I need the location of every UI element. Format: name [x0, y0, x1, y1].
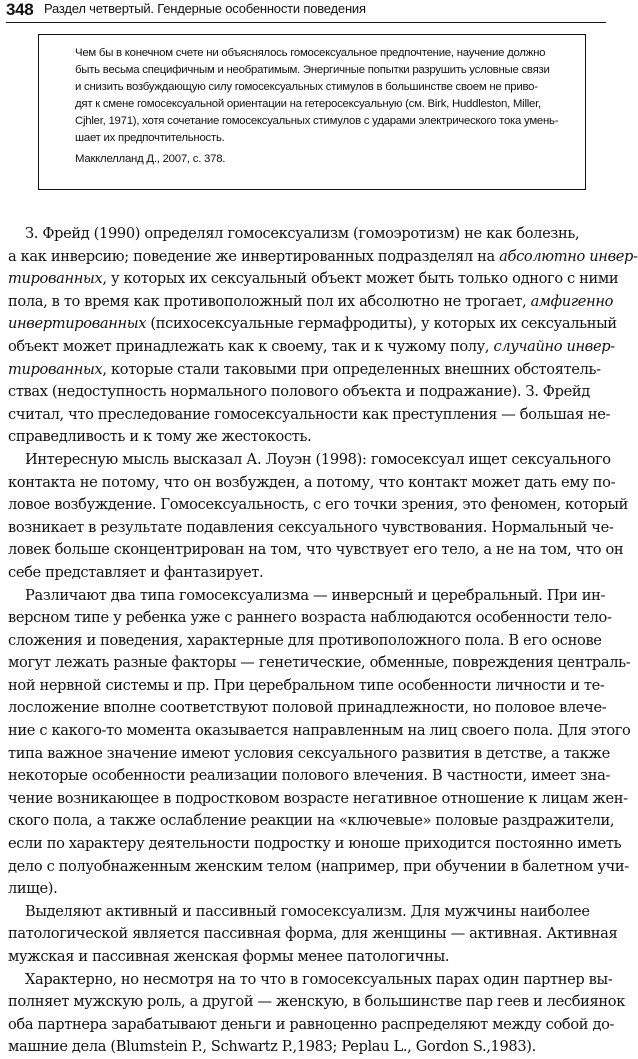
quote-source: Макклелланд Д., 2007, с. 378. [75, 153, 226, 165]
running-header [6, 0, 606, 23]
paragraph-1-line: ствах (недоступность нормального полового объекта и подражание). З. Фрейд [8, 383, 590, 401]
paragraph-1-line: тированных, у которых их сексуальный объект может быть только одного с ними [8, 270, 619, 288]
quote-line: быть весьма специфичным и необратимым. Энергичные попытки разрушить условные связи [75, 64, 550, 76]
paragraph-2-line: себе представляет и фантазирует. [8, 563, 264, 581]
emphasis-term: абсолютно инвер- [499, 247, 638, 265]
paragraph-2-line: ловое возбуждение. Гомосексуальность, с его точки зрения, это феномен, который [8, 496, 629, 514]
emphasis-term: случайно инвер- [493, 337, 615, 355]
page-number: 348 [6, 0, 34, 19]
epigraph-quote-box [38, 34, 586, 190]
paragraph-2-line: контакта не потому, что он возбужден, а потому, что контакт может дать ему по- [8, 473, 616, 491]
quote-line: шает их предпочтительность. [75, 132, 225, 144]
paragraph-5-line: машние дела (Blumstein P., Schwartz P.,1983; Peplau L., Gordon S.,1983). [8, 1038, 536, 1056]
quote-line: и снизить возбуждающую силу гомосексуальных стимулов в большинстве своем не приво- [75, 81, 538, 93]
paragraph-3-line: некоторые особенности реализации полового влечения. В частности, имеет зна- [8, 767, 611, 785]
paragraph-4-line: мужская и пассивная женская формы менее патологичны. [8, 948, 450, 965]
paragraph-3-line: могут лежать разные факторы — генетические, обменные, повреждения централь- [8, 654, 631, 672]
emphasis-term: тированных [8, 270, 103, 288]
paragraph-2-line: ловек больше сконцентрирован на том, что чувствует его тело, а не на том, что он [8, 541, 624, 559]
paragraph-3-line: лосложение вполне соответствуют половой принадлежности, но половое влече- [8, 699, 607, 717]
emphasis-term: амфигенно [530, 292, 614, 310]
paragraph-1-line: инвертированных (психосексуальные гермафродиты), у которых их сексуальный [8, 315, 617, 333]
quote-line: дят к смене гомосексуальной ориентации на гетеросексуальную (см. Birk, Huddleston, Miller, [75, 98, 541, 110]
paragraph-5-line: Характерно, но несмотря на то что в гомосексуальных парах один партнер вы- [25, 970, 613, 988]
quote-line: Чем бы в конечном счете ни объяснялось гомосексуальное предпочтение, научение должно [75, 47, 546, 59]
emphasis-term: инвертированных [8, 315, 147, 333]
paragraph-3-line: ной нервной системы и пр. При церебральном типе особенности личности и те- [8, 676, 605, 694]
paragraph-3-line: чение возникающее в подростковом возрасте негативное отношение к лицам жен- [8, 789, 628, 807]
paragraph-3-line: ского пола, а также ослабление реакции на «ключевые» половые раздражители, [8, 812, 615, 830]
paragraph-2-line: Интересную мысль высказал А. Лоуэн (1998): гомосексуал ищет сексуального [25, 450, 611, 468]
running-title: Раздел четвертый. Гендерные особенности поведения [44, 1, 366, 16]
paragraph-1-line: пола, в то время как противоположный пол их абсолютно не трогает, амфигенно [8, 292, 614, 310]
paragraph-3-line: дело с полуобнаженным женским телом (например, при обучении в балетном учи- [8, 857, 629, 875]
paragraph-1-line: тированных, которые стали таковыми при определенных внешних обстоятель- [8, 360, 601, 378]
paragraph-4-line: патологической является пассивная форма, для женщины — активная. Активная [8, 925, 618, 943]
paragraph-3-line: лище). [8, 880, 58, 898]
paragraph-3-line: сложения и поведения, характерные для противоположного пола. В его основе [8, 631, 602, 649]
paragraph-5-line: полняет мужскую роль, а другой — женскую, в большинстве пар геев и лесбиянок [8, 993, 626, 1011]
paragraph-4-line: Выделяют активный и пассивный гомосексуализм. Для мужчины наиболее [25, 902, 590, 920]
paragraph-5-line: оба партнера зарабатывают деньги и равноценно распределяют между собой до- [8, 1015, 615, 1033]
quote-line: Cjhler, 1971), хотя сочетание гомосексуальных стимулов с ударами электрического тока умень- [75, 115, 559, 127]
paragraph-3-line: Различают два типа гомосексуализма — инверсный и церебральный. При ин- [25, 586, 606, 604]
paragraph-1-line: справедливость и к тому же жестокость. [8, 428, 312, 446]
paragraph-3-line: типа важное значение имеют условия сексуального развития в детстве, а также [8, 744, 610, 762]
paragraph-3-line: версном типе у ребенка уже с раннего возраста наблюдаются особенности тело- [8, 609, 612, 627]
paragraph-3-line: ние с какого-то момента оказывается направленным на лиц своего пола. Для этого [8, 722, 631, 740]
paragraph-1-line: З. Фрейд (1990) определял гомосексуализм (гомоэротизм) не как болезнь, [25, 225, 580, 242]
paragraph-3-line: если по характеру деятельности подростку и юноше приходится постоянно иметь [8, 835, 622, 853]
paragraph-1-line: считал, что преследование гомосексуальности как преступления — большая не- [8, 405, 611, 423]
main-text [8, 223, 638, 1059]
paragraph-1-line: объект может принадлежать как к своему, так и к чужому полу, случайно инвер- [8, 337, 615, 355]
emphasis-term: тированных [8, 360, 103, 378]
paragraph-1-line: а как инверсию; поведение же инвертированных подразделял на абсолютно инвер- [8, 247, 638, 265]
paragraph-2-line: возникает в результате подавления сексуального чувствования. Нормальный че- [8, 518, 614, 536]
